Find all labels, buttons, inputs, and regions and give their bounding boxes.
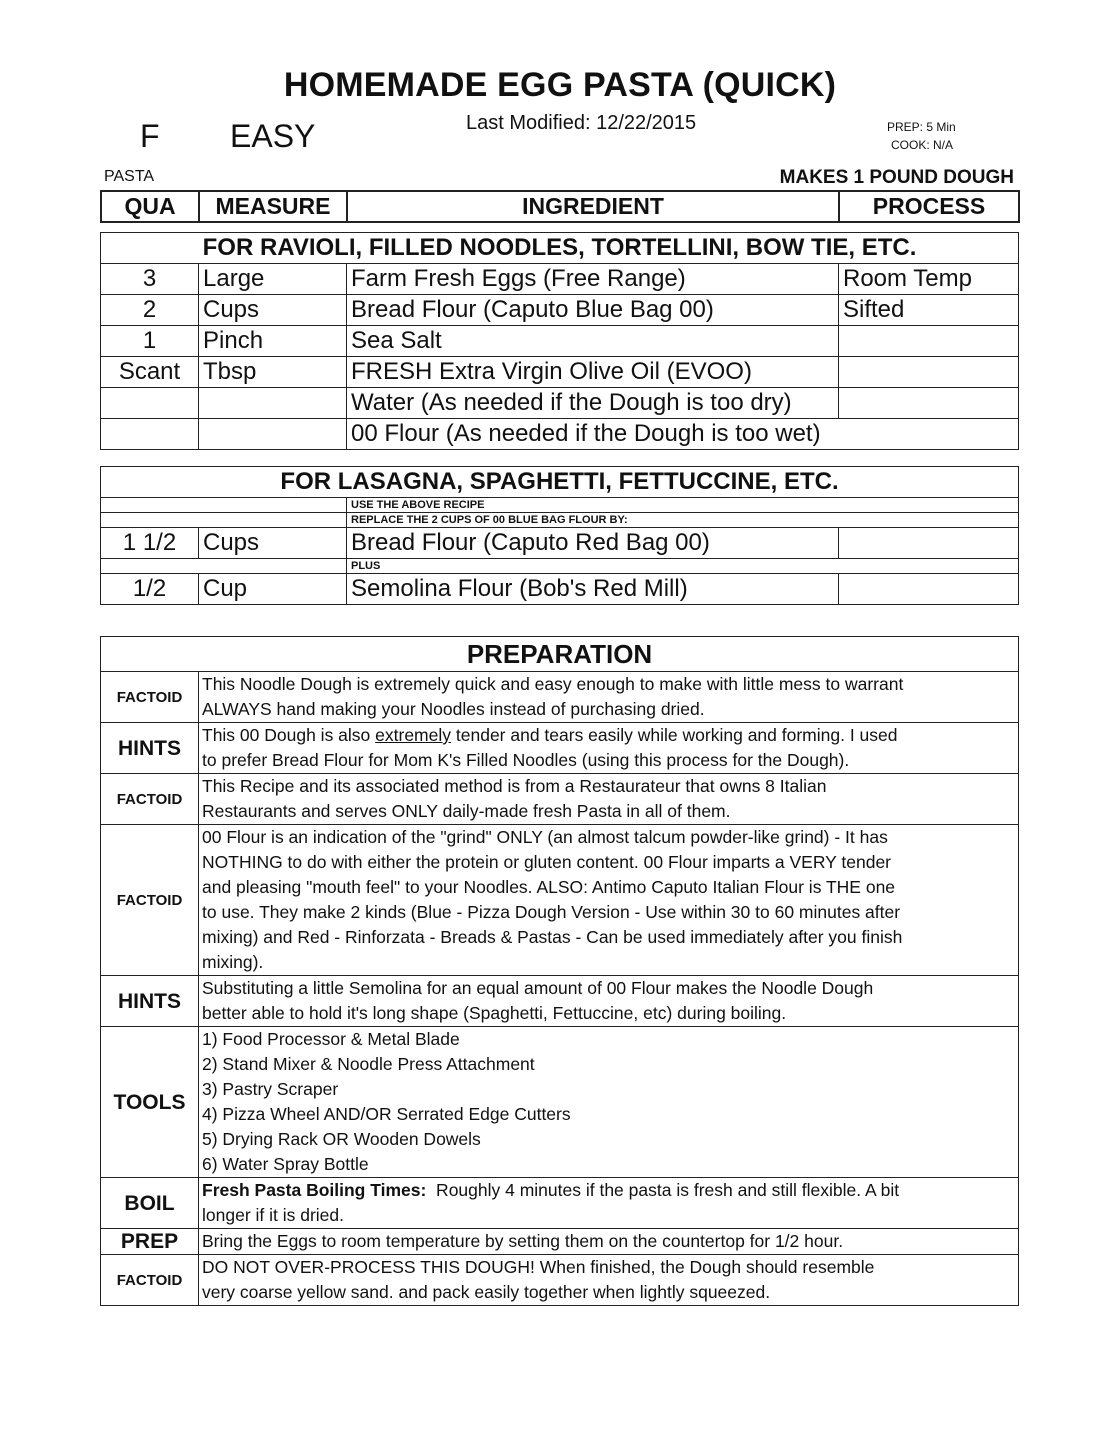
qty-cell [101,419,199,450]
tool-item: 4) Pizza Wheel AND/OR Serrated Edge Cutters [202,1104,571,1124]
measure-cell: Cups [199,295,347,326]
prep-row [101,723,1019,774]
prep-text-segment: tender and tears easily while working and forming. I used [451,725,898,745]
process-cell: Room Temp [839,264,1019,295]
qty-cell: 3 [101,264,199,295]
prep-line: NOTHING to do with either the protein or gluten content. 00 Flour imparts a VERY tender [202,852,892,872]
process-cell [839,574,1019,605]
process-cell [839,388,1019,419]
measure-cell: Pinch [199,326,347,357]
measure-cell [199,388,347,419]
empty-cell [101,498,347,513]
prep-label: HINTS [101,723,199,774]
measure-cell: Large [199,264,347,295]
measure-cell: Tbsp [199,357,347,388]
prep-text [199,1255,1019,1306]
bold-text: Fresh Pasta Boiling Times: [202,1180,427,1200]
tool-item: 2) Stand Mixer & Noodle Press Attachment [202,1054,535,1074]
ingredient-cell: Semolina Flour (Bob's Red Mill) [347,574,839,605]
prep-text-segment: Roughly 4 minutes if the pasta is fresh and still flexible. A bit [426,1180,900,1200]
ingredient-cell: 00 Flour (As needed if the Dough is too wet) [347,419,1019,450]
prep-line: DO NOT OVER-PROCESS THIS DOUGH! When finished, the Dough should resemble [202,1257,875,1277]
tool-item: 5) Drying Rack OR Wooden Dowels [202,1129,481,1149]
ingredient-cell: Farm Fresh Eggs (Free Range) [347,264,839,295]
prep-line: ALWAYS hand making your Noodles instead of purchasing dried. [202,699,705,719]
category-label: PASTA [104,168,155,185]
ingredient-cell: Sea Salt [347,326,839,357]
prep-row [101,1178,1019,1229]
ingredient-cell: Bread Flour (Caputo Blue Bag 00) [347,295,839,326]
qty-cell: 1 [101,326,199,357]
qty-cell: 1 1/2 [101,528,199,559]
qty-cell: Scant [101,357,199,388]
process-cell [839,326,1019,357]
prep-line: Restaurants and serves ONLY daily-made fresh Pasta in all of them. [202,801,731,821]
qty-cell [101,388,199,419]
recipe-title: HOMEMADE EGG PASTA (QUICK) [283,66,837,104]
table-row [101,357,1019,388]
prep-text [199,1027,1019,1178]
process-cell: Sifted [839,295,1019,326]
preparation-title: PREPARATION [101,637,1019,672]
prep-line: 00 Flour is an indication of the "grind" ONLY (an almost talcum powder-like grind) - It has [202,827,888,847]
prep-line: Bring the Eggs to room temperature by setting them on the countertop for 1/2 hour. [202,1231,844,1251]
table-row [101,326,1019,357]
recipe-note: PLUS [347,559,1019,574]
section-title: FOR LASAGNA, SPAGHETTI, FETTUCCINE, ETC. [101,467,1019,498]
prep-label: FACTOID [101,774,199,825]
prep-row [101,1255,1019,1306]
process-cell [839,528,1019,559]
prep-label: BOIL [101,1178,199,1229]
difficulty-label: EASY [230,118,316,154]
prep-line: very coarse yellow sand. and pack easily together when lightly squeezed. [202,1282,771,1302]
prep-line: mixing). [202,952,264,972]
prep-text [199,825,1019,976]
yield-label: MAKES 1 POUND DOUGH [779,167,1014,188]
measure-cell [199,419,347,450]
measure-cell: Cup [199,574,347,605]
section-title: FOR RAVIOLI, FILLED NOODLES, TORTELLINI, BOW TIE, ETC. [101,233,1019,264]
prep-row [101,672,1019,723]
prep-text [199,723,1019,774]
ingredient-cell: Water (As needed if the Dough is too dry) [347,388,839,419]
column-header-table [100,190,1020,223]
empty-cell [101,559,347,574]
table-row [101,528,1019,559]
ingredient-section-filled [100,232,1019,450]
prep-line: This Recipe and its associated method is from a Restaurateur that owns 8 Italian [202,776,827,796]
prep-text [199,774,1019,825]
table-row [101,295,1019,326]
prep-line [202,723,1015,748]
prep-text [199,672,1019,723]
ingredient-cell: Bread Flour (Caputo Red Bag 00) [347,528,839,559]
prep-text [199,976,1019,1027]
prep-line: to prefer Bread Flour for Mom K's Filled Noodles (using this process for the Dough). [202,750,850,770]
prep-line: to use. They make 2 kinds (Blue - Pizza Dough Version - Use within 30 to 60 minutes after [202,902,901,922]
last-modified: Last Modified: 12/22/2015 [466,112,697,134]
column-header-process: PROCESS [839,191,1019,222]
tool-item: 3) Pastry Scraper [202,1079,339,1099]
prep-line: Substituting a little Semolina for an equal amount of 00 Flour makes the Noodle Dough [202,978,874,998]
emphasis-text: extremely [375,725,452,745]
prep-text-segment: This 00 Dough is also [202,725,376,745]
prep-row [101,825,1019,976]
prep-row [101,1027,1019,1178]
recipe-note: REPLACE THE 2 CUPS OF 00 BLUE BAG FLOUR BY: [347,513,1019,528]
prep-line: better able to hold it's long shape (Spaghetti, Fettuccine, etc) during boiling. [202,1003,787,1023]
prep-time: PREP: 5 Min [887,120,956,134]
prep-text [199,1178,1019,1229]
preparation-table [100,636,1019,1306]
prep-label: TOOLS [101,1027,199,1178]
prep-line: This Noodle Dough is extremely quick and easy enough to make with little mess to warrant [202,674,904,694]
prep-label: FACTOID [101,672,199,723]
column-header-ingredient: INGREDIENT [347,191,839,222]
recipe-note: USE THE ABOVE RECIPE [347,498,1019,513]
ingredient-cell: FRESH Extra Virgin Olive Oil (EVOO) [347,357,839,388]
process-cell [839,357,1019,388]
column-header-measure: MEASURE [199,191,347,222]
prep-label: HINTS [101,976,199,1027]
column-header-qua: QUA [101,191,199,222]
table-row [101,388,1019,419]
qty-cell: 1/2 [101,574,199,605]
table-row [101,574,1019,605]
prep-row [101,774,1019,825]
prep-row [101,1229,1019,1255]
tool-item: 6) Water Spray Bottle [202,1154,369,1174]
qty-cell: 2 [101,295,199,326]
prep-label: FACTOID [101,825,199,976]
tool-item: 1) Food Processor & Metal Blade [202,1029,460,1049]
prep-text [199,1229,1019,1255]
ingredient-section-long [100,466,1019,605]
measure-cell: Cups [199,528,347,559]
cook-time: COOK: N/A [891,138,954,152]
prep-label: PREP [101,1229,199,1255]
prep-line: mixing) and Red - Rinforzata - Breads & Pastas - Can be used immediately after you finish [202,927,903,947]
prep-label: FACTOID [101,1255,199,1306]
prep-row [101,976,1019,1027]
table-row [101,264,1019,295]
prep-line: longer if it is dried. [202,1205,345,1225]
table-row [101,419,1019,450]
empty-cell [101,513,347,528]
prep-line [202,1178,1015,1203]
prep-line: and pleasing "mouth feel" to your Noodles. ALSO: Antimo Caputo Italian Flour is THE one [202,877,896,897]
grade-label: F [140,118,160,154]
